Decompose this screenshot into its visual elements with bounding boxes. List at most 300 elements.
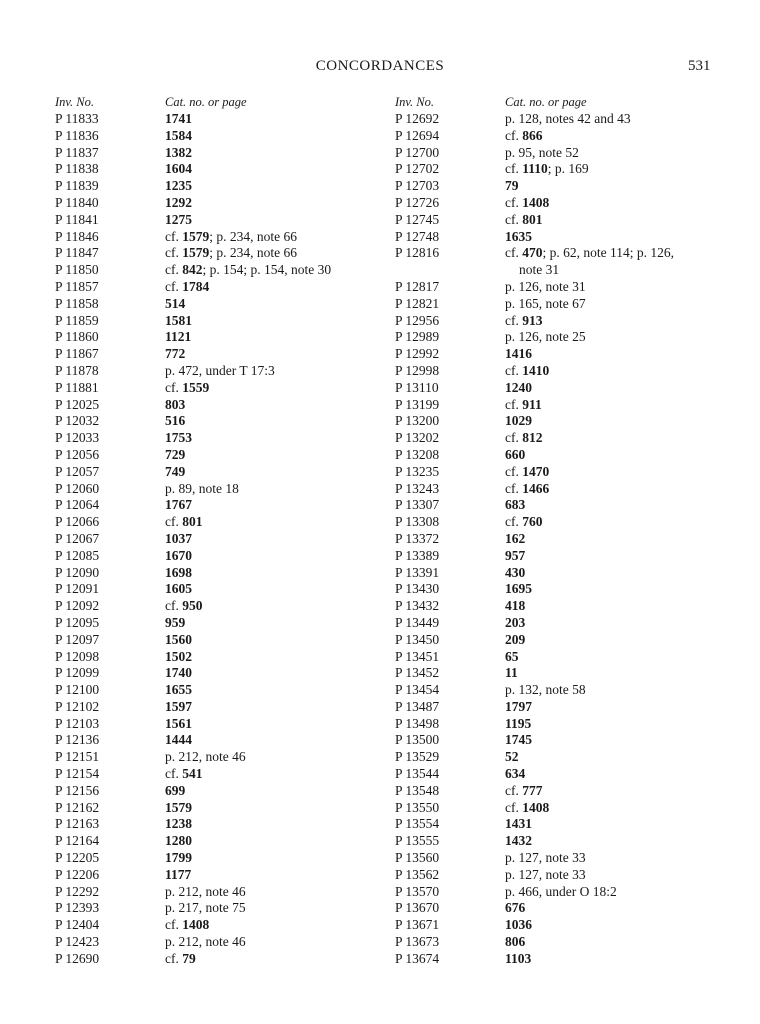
concordance-row — [55, 380, 355, 397]
concordance-row — [395, 632, 695, 649]
catalogue-number: 1579 — [182, 228, 210, 244]
catalogue-reference — [505, 346, 695, 363]
catalogue-reference — [165, 279, 355, 296]
inv-number: P 13200 — [395, 413, 440, 429]
catalogue-reference — [505, 682, 695, 699]
concordance-row — [395, 296, 695, 313]
catalogue-number: 950 — [182, 598, 203, 614]
catalogue-reference — [505, 649, 695, 666]
reference-text: cf. — [505, 480, 523, 496]
catalogue-number: 1382 — [165, 144, 192, 160]
concordance-row — [395, 128, 695, 145]
catalogue-reference — [505, 816, 695, 833]
concordance-row — [55, 212, 355, 229]
catalogue-number: 1561 — [165, 715, 192, 731]
concordance-row — [395, 800, 695, 817]
concordance-row — [55, 161, 355, 178]
reference-text: cf. — [505, 430, 523, 446]
catalogue-number: 1784 — [182, 278, 210, 294]
running-header-title: CONCORDANCES — [315, 58, 445, 74]
catalogue-reference — [505, 800, 695, 817]
inv-number: P 11860 — [55, 329, 99, 345]
concordance-row — [55, 833, 355, 850]
concordance-row — [395, 581, 695, 598]
catalogue-reference — [165, 329, 355, 346]
catalogue-number: 65 — [505, 648, 519, 664]
concordance-row — [55, 262, 355, 279]
catalogue-reference — [505, 766, 695, 783]
catalogue-number: 1110 — [522, 161, 548, 177]
reference-text: cf. — [505, 362, 523, 378]
concordance-row — [55, 178, 355, 195]
catalogue-reference — [505, 481, 695, 498]
inv-number: P 12090 — [55, 564, 100, 580]
catalogue-reference — [505, 615, 695, 632]
catalogue-number: 1235 — [165, 178, 192, 194]
concordance-row — [395, 749, 695, 766]
catalogue-number: 1036 — [505, 917, 532, 933]
catalogue-reference — [505, 850, 695, 867]
inv-number: P 13110 — [395, 379, 439, 395]
concordance-row — [395, 917, 695, 934]
catalogue-number: 418 — [505, 598, 526, 614]
inv-number: P 13498 — [395, 715, 440, 731]
concordance-row — [55, 884, 355, 901]
catalogue-number: 806 — [505, 934, 526, 950]
reference-text: p. 217, note 75 — [165, 900, 246, 916]
inv-number: P 12057 — [55, 463, 100, 479]
concordance-row — [395, 195, 695, 212]
catalogue-number: 1579 — [182, 245, 210, 261]
inv-number: P 13389 — [395, 547, 440, 563]
inv-number: P 11881 — [55, 379, 99, 395]
reference-text: p. 212, note 46 — [165, 883, 246, 899]
catalogue-number: 1767 — [165, 497, 192, 513]
concordance-row — [395, 145, 695, 162]
catalogue-number: 729 — [165, 446, 186, 462]
reference-text: cf. — [505, 463, 523, 479]
inv-number: P 13202 — [395, 430, 440, 446]
inv-number: P 11838 — [55, 161, 99, 177]
inv-number: P 13554 — [395, 816, 440, 832]
catalogue-reference — [505, 867, 695, 884]
inv-number: P 12032 — [55, 413, 100, 429]
inv-number: P 12690 — [55, 950, 100, 966]
column-header — [55, 95, 355, 111]
concordance-row — [55, 514, 355, 531]
inv-number: P 13450 — [395, 631, 440, 647]
catalogue-number: 516 — [165, 413, 186, 429]
inv-number: P 12205 — [55, 850, 100, 866]
inv-number: P 11833 — [55, 111, 99, 126]
inv-number: P 13451 — [395, 648, 440, 664]
catalogue-number: 1635 — [505, 228, 532, 244]
catalogue-reference — [165, 632, 355, 649]
concordance-row — [395, 531, 695, 548]
catalogue-reference — [505, 212, 695, 229]
concordance-row — [395, 867, 695, 884]
catalogue-reference — [505, 161, 695, 178]
catalogue-number: 1695 — [505, 581, 532, 597]
catalogue-reference — [165, 128, 355, 145]
catalogue-number: 1444 — [165, 732, 192, 748]
reference-text: cf. — [505, 782, 523, 798]
inv-number: P 13550 — [395, 799, 440, 815]
catalogue-number: 1698 — [165, 564, 192, 580]
catalogue-number: 1466 — [522, 480, 550, 496]
catalogue-number: 1408 — [182, 917, 210, 933]
inv-number: P 12100 — [55, 682, 100, 698]
inv-number: P 12700 — [395, 144, 440, 160]
catalogue-reference — [505, 732, 695, 749]
inv-number: P 13529 — [395, 749, 440, 765]
catalogue-reference — [505, 296, 695, 313]
catalogue-reference — [505, 749, 695, 766]
reference-text: ; p. 62, note 114; p. 126, — [542, 245, 674, 261]
catalogue-reference — [165, 497, 355, 514]
catalogue-reference — [165, 413, 355, 430]
concordance-row — [55, 900, 355, 917]
inv-number: P 12164 — [55, 833, 100, 849]
inv-number: P 12694 — [395, 127, 440, 143]
catalogue-reference — [505, 632, 695, 649]
catalogue-reference — [505, 900, 695, 917]
catalogue-number: 842 — [182, 262, 203, 278]
catalogue-number: 749 — [165, 463, 186, 479]
inv-number: P 12992 — [395, 346, 440, 362]
inv-number: P 12156 — [55, 782, 100, 798]
inv-number: P 13500 — [395, 732, 440, 748]
catalogue-reference — [505, 447, 695, 464]
catalogue-number: 1605 — [165, 581, 192, 597]
cat-no-heading: Cat. no. or page — [505, 95, 587, 109]
reference-text: cf. — [165, 228, 183, 244]
reference-text: cf. — [505, 127, 523, 143]
catalogue-reference — [165, 548, 355, 565]
concordance-row — [395, 329, 695, 346]
catalogue-reference — [505, 430, 695, 447]
inv-number: P 12154 — [55, 766, 100, 782]
concordance-row — [395, 313, 695, 330]
rows-right — [395, 111, 695, 968]
reference-text: p. 126, note 31 — [505, 278, 586, 294]
inv-number: P 13391 — [395, 564, 440, 580]
concordance-row — [55, 783, 355, 800]
inv-number: P 12103 — [55, 715, 100, 731]
concordance-row — [55, 128, 355, 145]
concordance-row — [55, 682, 355, 699]
reference-text: cf. — [505, 799, 523, 815]
inv-number: P 12393 — [55, 900, 100, 916]
concordance-row — [55, 447, 355, 464]
catalogue-reference — [165, 699, 355, 716]
reference-text: p. 127, note 33 — [505, 866, 586, 882]
catalogue-number: 911 — [522, 396, 542, 412]
catalogue-number: 514 — [165, 295, 186, 311]
catalogue-reference — [505, 833, 695, 850]
inv-number: P 12702 — [395, 161, 440, 177]
concordance-row — [395, 716, 695, 733]
catalogue-reference — [165, 111, 355, 128]
catalogue-number: 1121 — [165, 329, 192, 345]
catalogue-number: 772 — [165, 346, 186, 362]
reference-text: cf. — [505, 194, 523, 210]
catalogue-reference — [505, 951, 695, 968]
catalogue-number: 699 — [165, 782, 186, 798]
catalogue-reference — [165, 800, 355, 817]
catalogue-reference — [165, 229, 355, 246]
concordance-row — [395, 699, 695, 716]
inv-number: P 13243 — [395, 480, 440, 496]
inv-number: P 11846 — [55, 228, 99, 244]
catalogue-reference — [505, 329, 695, 346]
concordance-row — [395, 884, 695, 901]
catalogue-number: 1604 — [165, 161, 192, 177]
concordance-row — [395, 833, 695, 850]
catalogue-number: 1560 — [165, 631, 192, 647]
catalogue-reference — [505, 548, 695, 565]
reference-text: p. 212, note 46 — [165, 749, 246, 765]
catalogue-reference — [505, 279, 695, 296]
inv-number: P 12136 — [55, 732, 100, 748]
reference-text: ; p. 234, note 66 — [209, 228, 297, 244]
concordance-row — [395, 363, 695, 380]
reference-text: p. 95, note 52 — [505, 144, 579, 160]
concordance-row — [395, 565, 695, 582]
concordance-row — [55, 615, 355, 632]
concordance-row — [55, 581, 355, 598]
catalogue-number: 1432 — [505, 833, 532, 849]
concordance-row — [395, 615, 695, 632]
catalogue-reference — [165, 346, 355, 363]
catalogue-reference — [165, 934, 355, 951]
catalogue-number: 1740 — [165, 665, 192, 681]
concordance-row — [395, 111, 695, 128]
catalogue-reference — [505, 229, 695, 246]
catalogue-number: 801 — [182, 514, 203, 530]
catalogue-reference — [505, 111, 695, 128]
reference-text: cf. — [165, 766, 183, 782]
concordance-row — [395, 732, 695, 749]
catalogue-number: 79 — [505, 178, 519, 194]
inv-number: P 11841 — [55, 211, 99, 227]
concordance-row — [395, 900, 695, 917]
catalogue-number: 1238 — [165, 816, 192, 832]
catalogue-reference — [505, 716, 695, 733]
inv-number: P 12067 — [55, 530, 100, 546]
inv-number: P 12033 — [55, 430, 100, 446]
inv-number: P 12726 — [395, 194, 440, 210]
concordance-row — [55, 716, 355, 733]
inv-number: P 12404 — [55, 917, 100, 933]
concordance-column-right — [395, 95, 695, 968]
concordance-row — [395, 934, 695, 951]
inv-number: P 13372 — [395, 530, 440, 546]
concordance-row — [55, 497, 355, 514]
catalogue-reference — [165, 665, 355, 682]
catalogue-reference — [505, 178, 695, 195]
inv-number: P 13670 — [395, 900, 440, 916]
catalogue-number: 676 — [505, 900, 526, 916]
inv-number: P 12745 — [395, 211, 440, 227]
catalogue-reference — [165, 430, 355, 447]
catalogue-reference — [505, 514, 695, 531]
inv-number: P 12163 — [55, 816, 100, 832]
inv-number: P 11857 — [55, 278, 99, 294]
catalogue-reference — [505, 783, 695, 800]
inv-number: P 13671 — [395, 917, 440, 933]
inv-number: P 12095 — [55, 614, 100, 630]
catalogue-reference — [505, 195, 695, 212]
concordance-row — [395, 212, 695, 229]
catalogue-reference — [505, 665, 695, 682]
inv-number: P 13199 — [395, 396, 440, 412]
concordance-row — [395, 481, 695, 498]
reference-text: cf. — [505, 514, 523, 530]
catalogue-number: 1502 — [165, 648, 192, 664]
catalogue-reference — [505, 397, 695, 414]
concordance-row — [395, 598, 695, 615]
catalogue-number: 1597 — [165, 698, 192, 714]
catalogue-number: 760 — [522, 514, 543, 530]
catalogue-reference — [165, 581, 355, 598]
catalogue-reference — [165, 296, 355, 313]
catalogue-reference — [165, 447, 355, 464]
catalogue-reference — [165, 766, 355, 783]
inv-number: P 12085 — [55, 547, 100, 563]
catalogue-number: 1745 — [505, 732, 532, 748]
catalogue-reference — [505, 464, 695, 481]
catalogue-reference — [505, 934, 695, 951]
concordance-row — [395, 951, 695, 968]
concordance-row — [55, 413, 355, 430]
catalogue-number: 1103 — [505, 950, 532, 966]
reference-text: cf. — [505, 396, 523, 412]
catalogue-number: 1029 — [505, 413, 532, 429]
catalogue-number: 1240 — [505, 379, 532, 395]
reference-text: cf. — [165, 514, 183, 530]
inv-number: P 13432 — [395, 598, 440, 614]
catalogue-number: 52 — [505, 749, 519, 765]
inv-number: P 12092 — [55, 598, 100, 614]
reference-text: cf. — [165, 917, 183, 933]
catalogue-reference — [165, 749, 355, 766]
catalogue-number: 683 — [505, 497, 526, 513]
catalogue-number: 1579 — [165, 799, 192, 815]
reference-text: p. 466, under O 18:2 — [505, 883, 617, 899]
concordance-row — [395, 397, 695, 414]
inv-number: P 12821 — [395, 295, 440, 311]
concordance-row — [55, 867, 355, 884]
concordance-row — [55, 732, 355, 749]
column-header — [395, 95, 695, 111]
catalogue-number: 866 — [522, 127, 543, 143]
concordance-row — [395, 497, 695, 514]
catalogue-reference — [165, 212, 355, 229]
inv-number: P 11867 — [55, 346, 99, 362]
reference-text: cf. — [505, 211, 523, 227]
catalogue-reference — [505, 380, 695, 397]
catalogue-reference — [165, 145, 355, 162]
catalogue-reference — [505, 313, 695, 330]
concordance-row — [55, 195, 355, 212]
reference-text: cf. — [505, 245, 523, 261]
concordance-row — [395, 464, 695, 481]
concordance-row — [55, 397, 355, 414]
catalogue-reference — [505, 598, 695, 615]
catalogue-reference — [505, 581, 695, 598]
catalogue-reference — [505, 245, 695, 279]
catalogue-number: 162 — [505, 530, 526, 546]
concordance-row — [395, 783, 695, 800]
concordance-row — [395, 850, 695, 867]
concordance-row — [395, 279, 695, 296]
catalogue-number: 1741 — [165, 111, 192, 126]
catalogue-number: 913 — [522, 312, 543, 328]
catalogue-number: 430 — [505, 564, 526, 580]
catalogue-reference — [165, 514, 355, 531]
catalogue-reference — [165, 917, 355, 934]
concordance-row — [395, 766, 695, 783]
catalogue-reference — [165, 649, 355, 666]
reference-continuation: note 31 — [519, 262, 560, 278]
catalogue-number: 1431 — [505, 816, 532, 832]
inv-number: P 11847 — [55, 245, 99, 261]
inv-number: P 13555 — [395, 833, 440, 849]
inv-number: P 13452 — [395, 665, 440, 681]
concordance-row — [55, 296, 355, 313]
inv-number: P 12091 — [55, 581, 100, 597]
catalogue-number: 1037 — [165, 530, 192, 546]
inv-number: P 12989 — [395, 329, 440, 345]
catalogue-number: 660 — [505, 446, 526, 462]
reference-text: p. 126, note 25 — [505, 329, 586, 345]
catalogue-number: 1177 — [165, 866, 192, 882]
catalogue-reference — [165, 833, 355, 850]
reference-text: cf. — [165, 950, 183, 966]
inv-number: P 12162 — [55, 799, 100, 815]
catalogue-reference — [165, 900, 355, 917]
catalogue-number: 1292 — [165, 194, 192, 210]
concordance-row — [55, 800, 355, 817]
catalogue-reference — [165, 951, 355, 968]
catalogue-reference — [165, 867, 355, 884]
catalogue-reference — [165, 850, 355, 867]
reference-text: p. 472, under T 17:3 — [165, 362, 275, 378]
concordance-row — [55, 464, 355, 481]
inv-number: P 12817 — [395, 278, 440, 294]
inv-no-heading: Inv. No. — [55, 95, 94, 109]
catalogue-number: 541 — [182, 766, 203, 782]
catalogue-number: 634 — [505, 766, 526, 782]
catalogue-number: 1581 — [165, 312, 192, 328]
reference-text: cf. — [505, 161, 523, 177]
reference-text: cf. — [165, 598, 183, 614]
catalogue-reference — [505, 699, 695, 716]
reference-text: p. 132, note 58 — [505, 682, 586, 698]
reference-text: p. 127, note 33 — [505, 850, 586, 866]
inv-number: P 12064 — [55, 497, 100, 513]
catalogue-number: 11 — [505, 665, 518, 681]
concordance-row — [395, 548, 695, 565]
inv-number: P 13544 — [395, 766, 440, 782]
catalogue-reference — [165, 783, 355, 800]
inv-number: P 11837 — [55, 144, 99, 160]
inv-number: P 11859 — [55, 312, 99, 328]
concordance-row — [55, 934, 355, 951]
catalogue-reference — [165, 884, 355, 901]
reference-text: ; p. 169 — [547, 161, 589, 177]
